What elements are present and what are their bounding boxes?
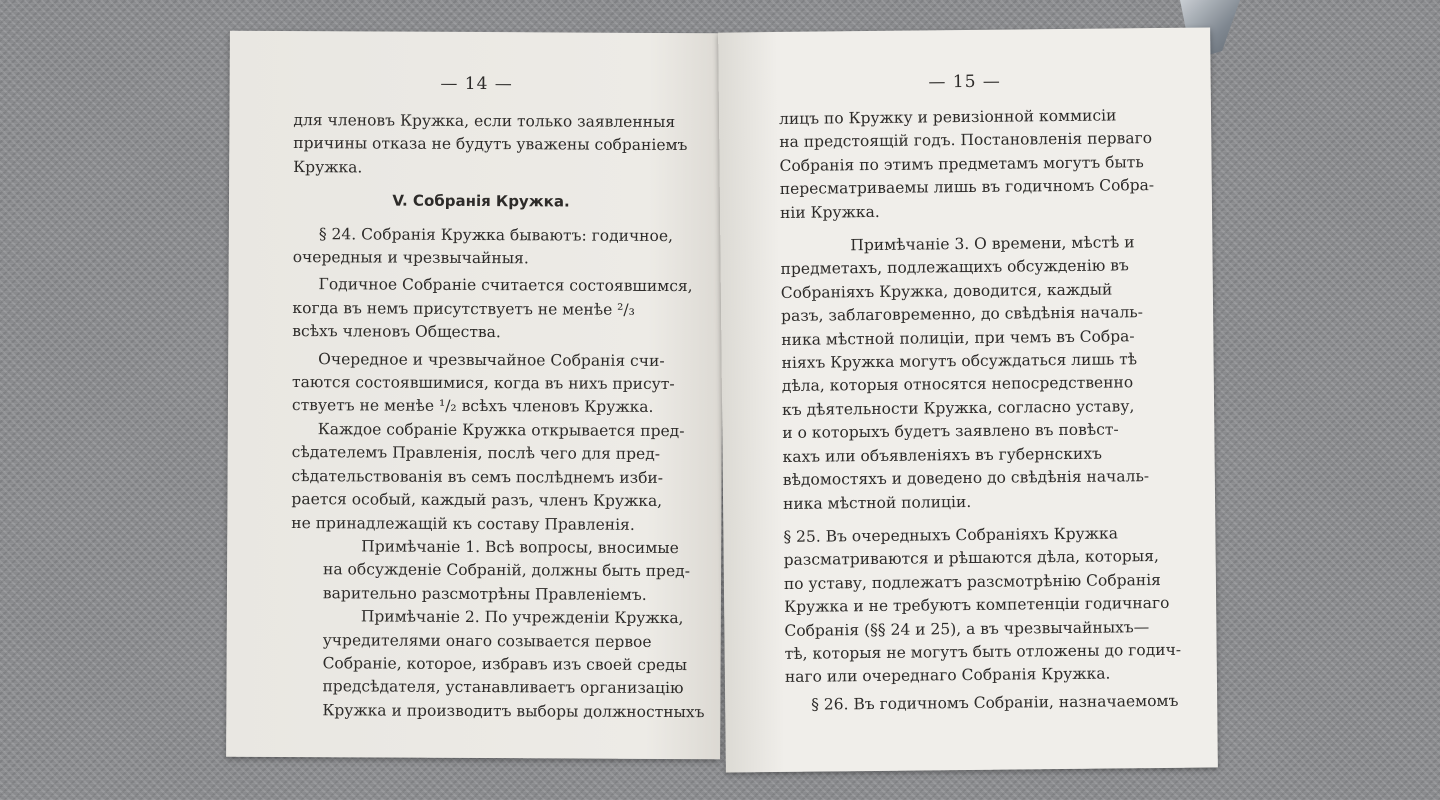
text-line: къ дѣятельности Кружка, согласно уставу, <box>781 397 1135 419</box>
text-line: ствуетъ не менѣе ¹/₂ всѣхъ членовъ Кружка. <box>291 396 654 417</box>
text-line: наго или очереднаго Собранія Кружка. <box>784 664 1111 687</box>
left-page-text <box>290 109 705 724</box>
text-line: таются состоявшимися, когда въ нихъ присут- <box>292 373 675 394</box>
text-line: для членовъ Кружка, если только заявленныя <box>293 111 676 132</box>
paragraph-24: § 24. Собранія Кружка бываютъ: годичное, <box>318 224 674 245</box>
text-line: Кружка. <box>293 157 363 177</box>
text-line: не принадлежащій къ составу Правленія. <box>291 513 635 534</box>
note-2: Примѣчаніе 2. По учрежденіи Кружка, <box>360 607 684 628</box>
text-line: предметахъ, подлежащихъ обсужденію въ <box>780 256 1129 279</box>
page-number-14: — 14 — <box>440 73 513 95</box>
text-line: рается особый, каждый разъ, членъ Кружка, <box>291 490 663 511</box>
right-page <box>718 27 1218 772</box>
text-line: учредителями онаго созывается первое <box>322 630 652 651</box>
text-line: Собраніе, которое, избравъ изъ своей среды <box>322 654 688 675</box>
text-line: варительно разсмотрѣны Правленіемъ. <box>322 583 647 604</box>
text-line: разъ, заблаговременно, до свѣдѣнія началь- <box>781 303 1144 326</box>
text-line: и о которыхъ будетъ заявлено въ повѣст- <box>782 420 1119 443</box>
text-line: на предстоящій годъ. Постановленія перваго <box>779 129 1153 152</box>
text-line: причины отказа не будутъ уважены собраніемъ <box>293 134 688 155</box>
text-line: пересматриваемы лишь въ годичномъ Собра- <box>779 176 1155 199</box>
text-line: Очередное и чрезвычайное Собранія счи- <box>318 349 665 370</box>
text-line: Собранія по этимъ предметамъ могутъ быть <box>779 152 1144 175</box>
text-line: ника мѣстной полиціи. <box>782 492 972 513</box>
text-line: Собранія (§§ 24 и 25), а въ чрезвычайныхъ— <box>784 617 1150 640</box>
page-number-15: — 15 — <box>928 71 1001 93</box>
note-3: Примѣчаніе 3. О времени, мѣстѣ и <box>850 233 1135 255</box>
text-line: дѣла, которыя относятся непосредственно <box>781 373 1134 396</box>
text-line: Каждое собраніе Кружка открывается пред- <box>317 420 685 440</box>
text-line: ніи Кружка. <box>779 202 880 222</box>
left-page <box>226 31 724 760</box>
text-line: тѣ, которыя не могутъ быть отложены до годич- <box>784 640 1182 663</box>
text-line: сѣдательствованія въ семъ послѣднемъ изби- <box>291 466 664 487</box>
text-line: очередныя и чрезвычайныя. <box>292 248 529 268</box>
section-heading: V. Собранія Кружка. <box>392 191 570 211</box>
text-line: лицъ по Кружку и ревизіонной коммисіи <box>778 106 1117 128</box>
text-line: Годичное Собраніе считается состоявшимся, <box>318 275 693 296</box>
note-1: Примѣчаніе 1. Всѣ вопросы, вносимые <box>361 537 679 557</box>
text-line: Собраніяхъ Кружка, доводится, каждый <box>780 280 1113 302</box>
right-page-text <box>778 104 1182 717</box>
text-line: ника мѣстной полиціи, при чемъ въ Собра- <box>781 326 1135 349</box>
text-line: вѣдомостяхъ и доведено до свѣдѣнія началь- <box>782 467 1150 490</box>
text-line: разсматриваются и рѣшаются дѣла, которыя, <box>783 547 1159 570</box>
text-line: на обсужденіе Собраній, должны быть пред- <box>323 560 691 581</box>
text-line: когда въ немъ присутствуетъ не менѣе ²/₃ <box>292 298 635 319</box>
text-line: Кружка и производитъ выборы должностныхъ <box>322 700 705 721</box>
text-line: по уставу, подлежатъ разсмотрѣнію Собранія <box>783 570 1161 593</box>
text-line: ніяхъ Кружка могутъ обсуждаться лишь тѣ <box>781 350 1138 373</box>
text-line: предсѣдателя, устанавливаетъ организацію <box>322 677 684 698</box>
text-line: сѣдателемъ Правленія, послѣ чего для пред- <box>291 443 661 464</box>
text-line: кахъ или объявленіяхъ въ губернскихъ <box>782 444 1103 466</box>
text-line: Кружка и не требуютъ компетенціи годичнаго <box>784 594 1170 617</box>
text-line: всѣхъ членовъ Общества. <box>292 322 501 342</box>
paragraph-26: § 26. Въ годичномъ Собраніи, назначаемомъ <box>811 691 1179 714</box>
paragraph-25: § 25. Въ очередныхъ Собраніяхъ Кружка <box>783 524 1119 546</box>
